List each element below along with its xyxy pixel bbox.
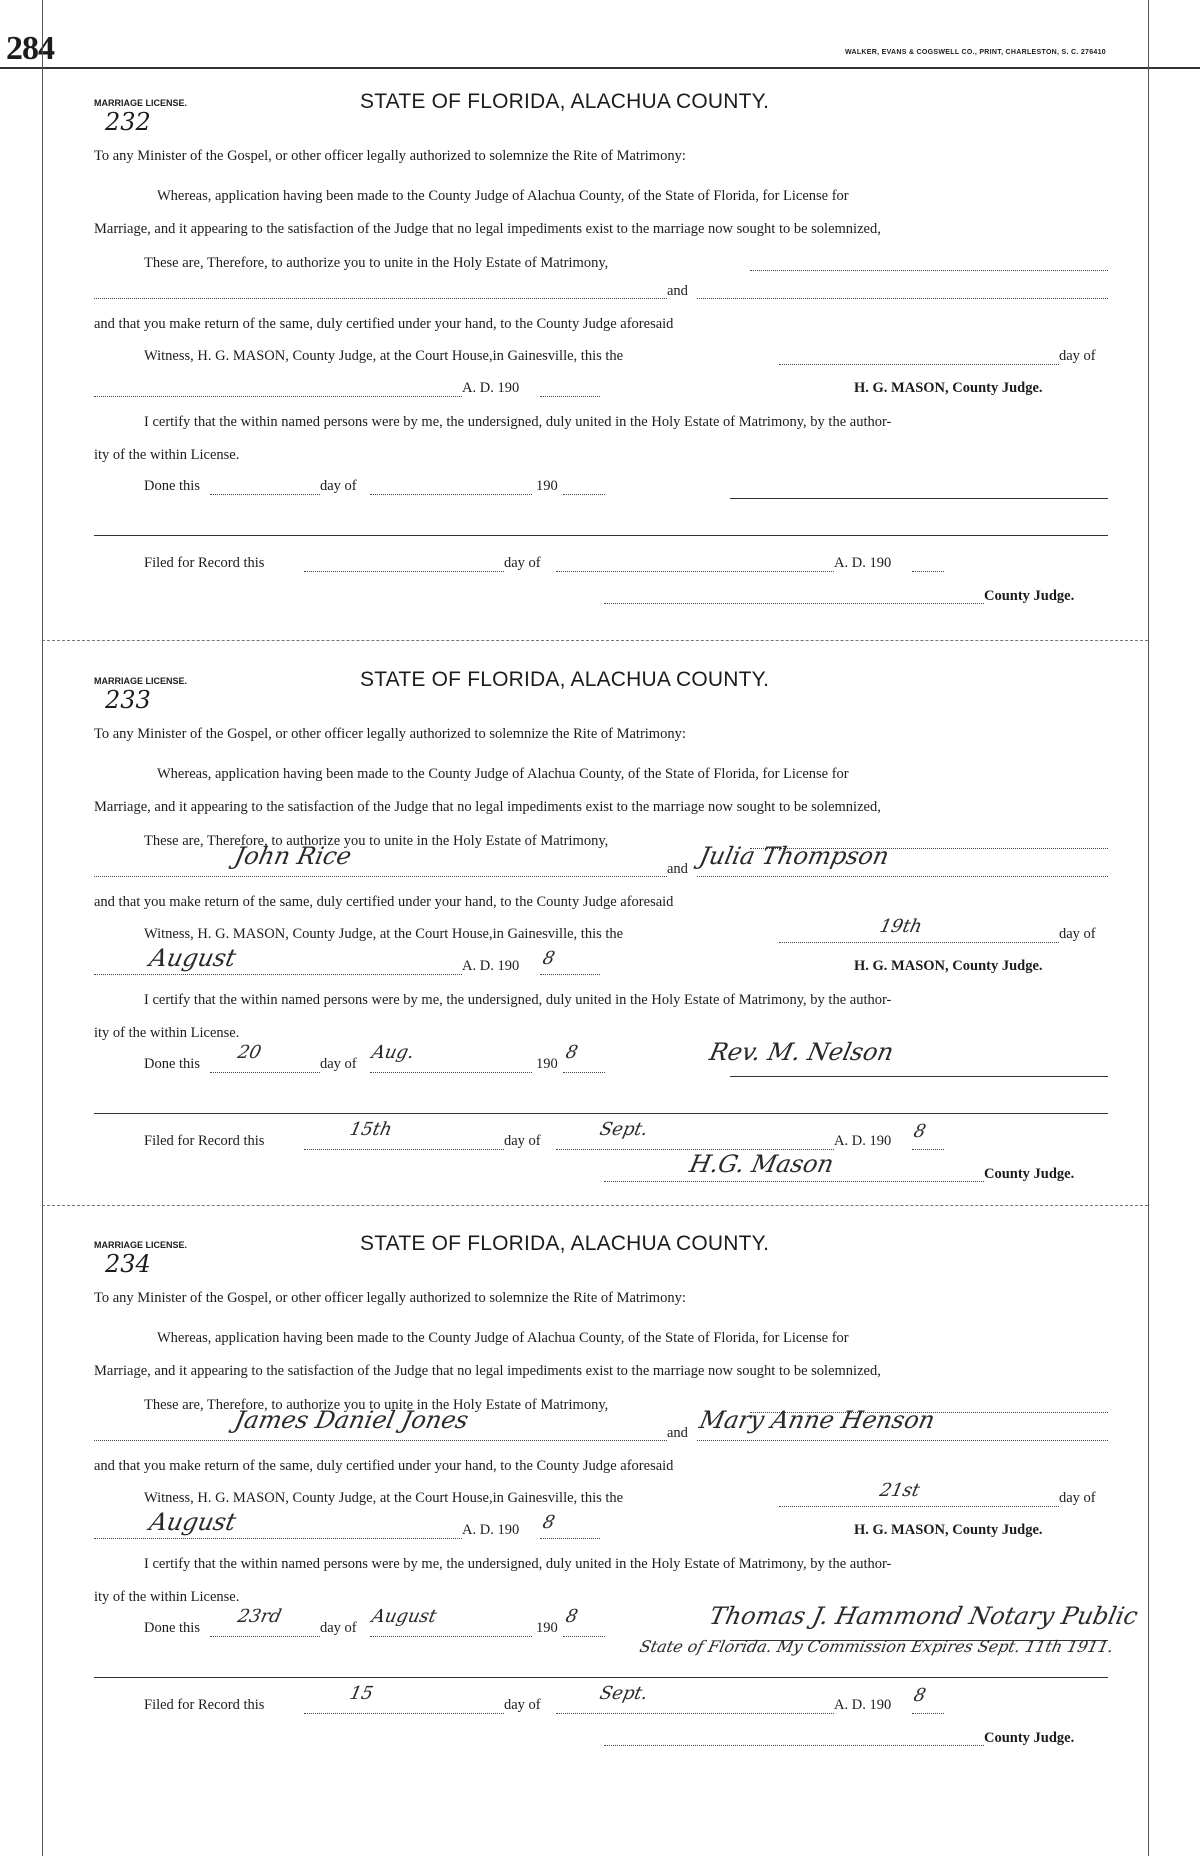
day-of-text: day of <box>1059 926 1096 942</box>
done-year-text: 190 <box>536 1056 558 1072</box>
license-label: MARRIAGE LICENSE. <box>94 1240 188 1250</box>
month-line <box>94 396 462 397</box>
year-line <box>540 1538 600 1539</box>
witness-month: August <box>147 1508 239 1536</box>
ad-text: A. D. 190 <box>462 380 520 396</box>
authorize-text: These are, Therefore, to authorize you to unite in the Holy Estate of Matrimony, <box>144 833 609 849</box>
marriage-text: Marriage, and it appearing to the satisfaction of the Judge that no legal impediments exist to the marriage now sought to be solemnized, <box>94 1363 881 1379</box>
filed-month-line <box>556 571 834 572</box>
top-rule <box>0 67 1200 69</box>
bride-name: Julia Thompson <box>697 842 892 870</box>
names-line <box>94 876 667 877</box>
return-text: and that you make return of the same, duly certified under your hand, to the County Judge aforesaid <box>94 316 674 332</box>
done-this-text: Done this <box>144 1056 200 1072</box>
judge-sign-line <box>604 603 984 604</box>
marriage-license <box>0 668 1200 1236</box>
filed-text: Filed for Record this <box>144 555 265 571</box>
groom-line <box>750 270 1108 271</box>
done-month-line <box>370 1636 532 1637</box>
judge-text: H. G. MASON, County Judge. <box>854 380 1043 396</box>
done-year-line <box>563 1072 605 1073</box>
done-day-line <box>210 1636 320 1637</box>
officiant-signature: Rev. M. Nelson <box>707 1038 897 1066</box>
certify-text: I certify that the within named persons were by me, the undersigned, duly united in the Holy Estate of Matrimony, by the author- <box>144 992 892 1008</box>
filed-day-line <box>304 1149 504 1150</box>
license-label: MARRIAGE LICENSE. <box>94 98 188 108</box>
done-year-line <box>563 1636 605 1637</box>
groom-name: James Daniel Jones <box>232 1406 472 1434</box>
whereas-text: Whereas, application having been made to the County Judge of Alachua County, of the State of Florida, for License for <box>157 1330 849 1346</box>
marriage-text: Marriage, and it appearing to the satisfaction of the Judge that no legal impediments exist to the marriage now sought to be solemnized, <box>94 221 881 237</box>
certify-text: I certify that the within named persons were by me, the undersigned, duly united in the Holy Estate of Matrimony, by the author- <box>144 414 892 430</box>
marriage-text: Marriage, and it appearing to the satisfaction of the Judge that no legal impediments exist to the marriage now sought to be solemnized, <box>94 799 881 815</box>
filed-day-of-text: day of <box>504 1133 541 1149</box>
bride-name: Mary Anne Henson <box>697 1406 938 1434</box>
authorize-text: These are, Therefore, to authorize you to unite in the Holy Estate of Matrimony, <box>144 1397 609 1413</box>
names-line <box>94 298 667 299</box>
certify-text-2: ity of the within License. <box>94 447 240 463</box>
officiant-line <box>730 1076 1108 1077</box>
record-rule <box>94 535 1108 536</box>
return-text: and that you make return of the same, duly certified under your hand, to the County Judge aforesaid <box>94 894 674 910</box>
done-day: 23rd <box>235 1606 284 1627</box>
month-line <box>94 1538 462 1539</box>
record-rule <box>94 1113 1108 1114</box>
filed-ad-text: A. D. 190 <box>834 1133 892 1149</box>
done-day: 20 <box>235 1042 264 1063</box>
done-year: 8 <box>563 1042 580 1063</box>
and-text: and <box>667 283 688 299</box>
page-number: 284 <box>6 30 54 67</box>
salutation: To any Minister of the Gospel, or other officer legally authorized to solemnize the Rite of Matrimony: <box>94 726 686 742</box>
certify-text: I certify that the within named persons were by me, the undersigned, duly united in the Holy Estate of Matrimony, by the author- <box>144 1556 892 1572</box>
witness-year: 8 <box>540 1512 557 1533</box>
marriage-license <box>0 90 1200 658</box>
filed-ad-text: A. D. 190 <box>834 1697 892 1713</box>
done-day-of-text: day of <box>320 1620 357 1636</box>
filed-year: 8 <box>911 1685 928 1706</box>
day-of-text: day of <box>1059 348 1096 364</box>
witness-year: 8 <box>540 948 557 969</box>
and-text: and <box>667 1425 688 1441</box>
filed-day: 15th <box>347 1119 394 1140</box>
done-year: 8 <box>563 1606 580 1627</box>
judge-text: H. G. MASON, County Judge. <box>854 958 1043 974</box>
judge-text: H. G. MASON, County Judge. <box>854 1522 1043 1538</box>
officiant-line <box>730 498 1108 499</box>
filed-day-of-text: day of <box>504 1697 541 1713</box>
done-month: Aug. <box>369 1042 417 1063</box>
done-this-text: Done this <box>144 478 200 494</box>
license-title: STATE OF FLORIDA, ALACHUA COUNTY. <box>360 668 770 691</box>
year-line <box>540 974 600 975</box>
bride-line <box>697 298 1108 299</box>
done-year-line <box>563 494 605 495</box>
filed-text: Filed for Record this <box>144 1697 265 1713</box>
filed-day-of-text: day of <box>504 555 541 571</box>
certify-text-2: ity of the within License. <box>94 1025 240 1041</box>
month-line <box>94 974 462 975</box>
witness-day-line <box>779 364 1059 365</box>
judge-sign-line <box>604 1181 984 1182</box>
bride-line <box>697 1440 1108 1441</box>
witness-text: Witness, H. G. MASON, County Judge, at the Court House,in Gainesville, this the <box>144 926 624 942</box>
salutation: To any Minister of the Gospel, or other officer legally authorized to solemnize the Rite of Matrimony: <box>94 148 686 164</box>
witness-day: 19th <box>877 916 924 937</box>
done-year-text: 190 <box>536 478 558 494</box>
names-line <box>94 1440 667 1441</box>
filed-month: Sept. <box>597 1119 650 1140</box>
witness-day-line <box>779 942 1059 943</box>
witness-day: 21st <box>877 1480 922 1501</box>
day-of-text: day of <box>1059 1490 1096 1506</box>
officiant-commission: State of Florida. My Commission Expires Sept. 11th 1911. <box>637 1637 1116 1656</box>
done-day-line <box>210 494 320 495</box>
record-rule <box>94 1677 1108 1678</box>
filed-year-line <box>912 1149 944 1150</box>
done-year-text: 190 <box>536 1620 558 1636</box>
whereas-text: Whereas, application having been made to the County Judge of Alachua County, of the State of Florida, for License for <box>157 188 849 204</box>
judge-sign-line <box>604 1745 984 1746</box>
done-month-line <box>370 494 532 495</box>
county-judge-text: County Judge. <box>984 588 1075 604</box>
witness-text: Witness, H. G. MASON, County Judge, at the Court House,in Gainesville, this the <box>144 1490 624 1506</box>
filed-year-line <box>912 571 944 572</box>
judge-signature: H.G. Mason <box>687 1150 837 1178</box>
bride-line <box>697 876 1108 877</box>
return-text: and that you make return of the same, duly certified under your hand, to the County Judge aforesaid <box>94 1458 674 1474</box>
county-judge-text: County Judge. <box>984 1730 1075 1746</box>
witness-text: Witness, H. G. MASON, County Judge, at the Court House,in Gainesville, this the <box>144 348 624 364</box>
printer-imprint: WALKER, EVANS & COGSWELL CO., PRINT, CHARLESTON, S. C. 276410 <box>844 49 1106 56</box>
county-judge-text: County Judge. <box>984 1166 1075 1182</box>
license-label: MARRIAGE LICENSE. <box>94 676 188 686</box>
done-month: August <box>369 1606 439 1627</box>
salutation: To any Minister of the Gospel, or other officer legally authorized to solemnize the Rite of Matrimony: <box>94 1290 686 1306</box>
filed-year-line <box>912 1713 944 1714</box>
done-day-line <box>210 1072 320 1073</box>
license-number: 232 <box>105 108 151 136</box>
license-title: STATE OF FLORIDA, ALACHUA COUNTY. <box>360 1232 770 1255</box>
done-month-line <box>370 1072 532 1073</box>
marriage-license <box>0 1232 1200 1800</box>
filed-day: 15 <box>347 1683 376 1704</box>
filed-month: Sept. <box>597 1683 650 1704</box>
filed-year: 8 <box>911 1121 928 1142</box>
done-day-of-text: day of <box>320 1056 357 1072</box>
year-line <box>540 396 600 397</box>
filed-day-line <box>304 571 504 572</box>
done-day-of-text: day of <box>320 478 357 494</box>
witness-day-line <box>779 1506 1059 1507</box>
license-number: 233 <box>105 686 151 714</box>
license-title: STATE OF FLORIDA, ALACHUA COUNTY. <box>360 90 770 113</box>
witness-month: August <box>147 944 239 972</box>
ad-text: A. D. 190 <box>462 1522 520 1538</box>
license-number: 234 <box>105 1250 151 1278</box>
authorize-text: These are, Therefore, to authorize you to unite in the Holy Estate of Matrimony, <box>144 255 609 271</box>
and-text: and <box>667 861 688 877</box>
filed-text: Filed for Record this <box>144 1133 265 1149</box>
certify-text-2: ity of the within License. <box>94 1589 240 1605</box>
filed-month-line <box>556 1713 834 1714</box>
filed-day-line <box>304 1713 504 1714</box>
officiant-signature: Thomas J. Hammond Notary Public <box>707 1602 1141 1630</box>
done-this-text: Done this <box>144 1620 200 1636</box>
filed-ad-text: A. D. 190 <box>834 555 892 571</box>
whereas-text: Whereas, application having been made to the County Judge of Alachua County, of the State of Florida, for License for <box>157 766 849 782</box>
ad-text: A. D. 190 <box>462 958 520 974</box>
groom-name: John Rice <box>232 842 354 870</box>
